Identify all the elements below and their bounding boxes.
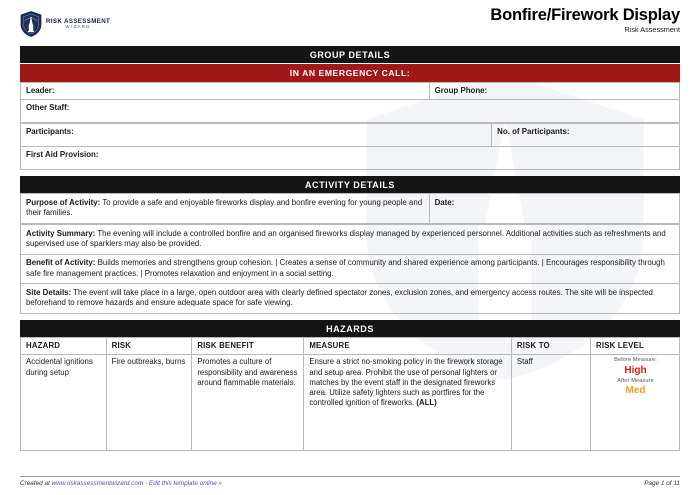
table-row <box>21 225 680 255</box>
brand-subtitle: WIZARD <box>65 24 91 29</box>
column-header-risk: RISK <box>106 338 192 355</box>
table-row <box>21 194 680 224</box>
footer-credit <box>20 480 222 487</box>
participants-cell[interactable] <box>21 124 492 147</box>
other-staff-cell[interactable] <box>21 100 680 123</box>
table-row <box>21 82 680 99</box>
leader-cell[interactable] <box>21 82 430 99</box>
benefit-label: Benefit of Activity: <box>26 258 96 268</box>
activity-purpose-table <box>20 193 680 224</box>
purpose-text: To provide a safe and enjoyable fireworks display and bonfire evening for young people and their families. <box>26 197 423 218</box>
brand-text <box>46 19 110 30</box>
section-header-emergency: IN AN EMERGENCY CALL: <box>20 63 680 81</box>
shield-lighthouse-icon <box>20 11 42 37</box>
after-measure-value: Med <box>625 385 646 397</box>
activity-text-table <box>20 224 680 314</box>
risk-cell[interactable]: Fire outbreaks, burns <box>106 354 192 450</box>
site-details-text: The event will take place in a large, open outdoor area with clearly defined spectator zones, exclusion zones, and emergency access routes. The site will be inspected beforehand to remove hazards and ensure adequate space for safe viewing. <box>26 287 653 308</box>
column-header-risk-to: RISK TO <box>511 338 590 355</box>
risk-benefit-cell[interactable]: Promotes a culture of responsibility and awareness around flammable materials. <box>192 354 304 450</box>
column-header-measure: MEASURE <box>304 338 512 355</box>
date-label: Date: <box>434 197 455 207</box>
footer-template-link[interactable]: www.riskassessmentwizard.com - Edit this template online » <box>51 480 223 487</box>
measure-text: Ensure a strict no-smoking policy in the firework storage and setup area. Prohibit the use of personal lighters or matches by the event staff in the designated fireworks area. Utilize safety lighters such as portfires for the controlled ignition of fireworks. <box>309 357 503 407</box>
measure-tag: (ALL) <box>416 397 437 407</box>
footer-page-number: Page 1 of 11 <box>644 480 680 487</box>
other-staff-label: Other Staff: <box>26 103 70 113</box>
after-measure-label: After Measure <box>617 377 654 384</box>
section-header-group-details: GROUP DETAILS <box>20 46 680 63</box>
table-row <box>21 147 680 170</box>
table-row <box>21 100 680 123</box>
section-header-hazards: HAZARDS <box>20 320 680 337</box>
hazard-cell[interactable]: Accidental ignitions during setup <box>21 354 107 450</box>
site-details-cell[interactable] <box>21 284 680 314</box>
hazards-header-row <box>21 338 680 355</box>
purpose-cell[interactable] <box>21 194 430 224</box>
no-of-participants-label: No. of Participants: <box>497 127 570 137</box>
table-row <box>21 284 680 314</box>
brand-logo <box>20 0 110 37</box>
page-subtitle: Risk Assessment <box>624 25 680 35</box>
date-cell[interactable] <box>429 194 679 224</box>
group-phone-cell[interactable] <box>429 82 679 99</box>
column-header-risk-benefit: RISK BENEFIT <box>192 338 304 355</box>
page-title: Bonfire/Firework Display <box>490 6 680 24</box>
leader-label: Leader: <box>26 85 55 95</box>
page-footer <box>20 476 680 487</box>
no-of-participants-cell[interactable] <box>492 124 680 147</box>
site-details-label: Site Details: <box>26 287 72 297</box>
footer-credit-prefix: Created at <box>20 480 52 487</box>
risk-to-cell[interactable]: Staff <box>511 354 590 450</box>
participants-label: Participants: <box>26 127 74 137</box>
first-aid-label: First Aid Provision: <box>26 150 99 160</box>
table-row <box>21 254 680 284</box>
group-details-table <box>20 82 680 123</box>
purpose-label: Purpose of Activity: <box>26 197 101 207</box>
risk-level-cell[interactable] <box>591 354 680 450</box>
activity-summary-label: Activity Summary: <box>26 228 96 238</box>
benefit-cell[interactable] <box>21 254 680 284</box>
page-header <box>20 0 680 46</box>
table-row <box>21 124 680 147</box>
column-header-risk-level: RISK LEVEL <box>591 338 680 355</box>
measure-cell[interactable] <box>304 354 512 450</box>
brand-name: RISK ASSESSMENT <box>46 17 111 25</box>
hazards-table <box>20 337 680 451</box>
first-aid-cell[interactable] <box>21 147 680 170</box>
column-header-hazard: HAZARD <box>21 338 107 355</box>
activity-summary-text: The evening will include a controlled bonfire and an organised fireworks display managed by experienced personnel. Additional activities such as refreshments and supervised use of sparklers may also be provided. <box>26 228 666 249</box>
participants-table <box>20 123 680 170</box>
activity-summary-cell[interactable] <box>21 225 680 255</box>
table-row <box>21 354 680 450</box>
before-measure-label: Before Measure: <box>614 357 657 364</box>
title-block <box>490 0 680 34</box>
benefit-text: Builds memories and strengthens group cohesion. | Creates a sense of community and shared experience among participants. | Encourages responsibility through safe fire management practices. | Promotes relaxation and enjoyment in a social setting. <box>26 258 665 278</box>
section-header-activity-details: ACTIVITY DETAILS <box>20 176 680 193</box>
before-measure-value: High <box>624 364 647 376</box>
group-phone-label: Group Phone: <box>434 85 488 95</box>
